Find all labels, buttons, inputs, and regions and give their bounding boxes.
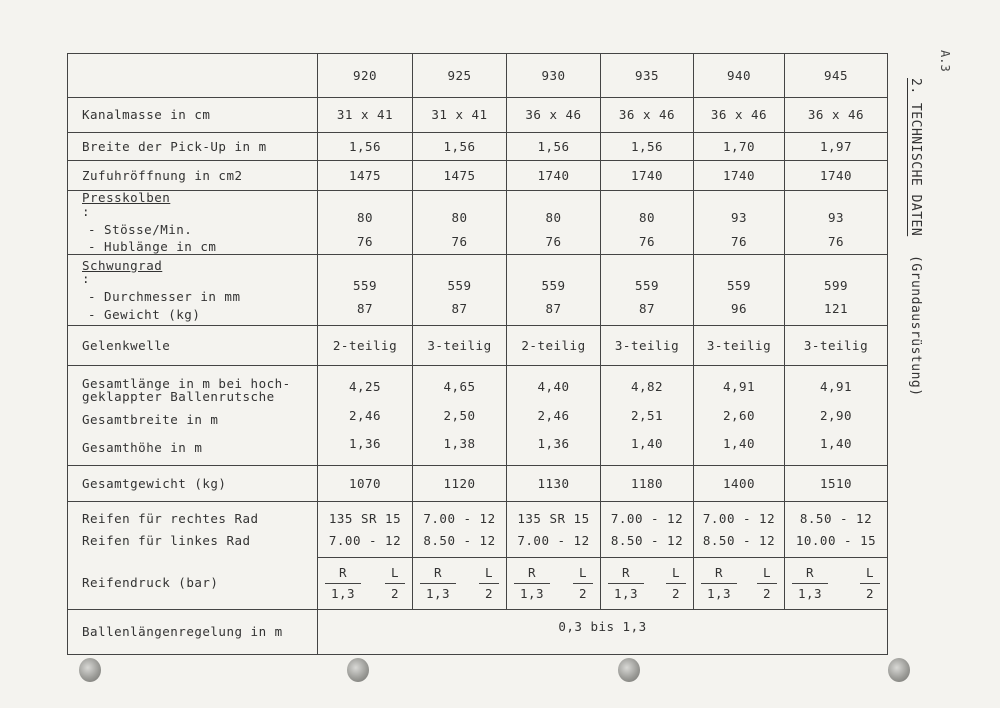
value-cell: 3-teilig	[694, 326, 785, 366]
pressure-cell: R 1,3 L 2	[318, 558, 413, 610]
table-row	[68, 366, 888, 466]
value-cell: 2-teilig	[507, 326, 601, 366]
sub-label: - Gewicht (kg)	[88, 306, 201, 322]
value-cell: 1,56	[318, 133, 413, 161]
value-cell: 4,25 2,46 1,36	[318, 366, 413, 466]
value-cell: 7.00 - 12 8.50 - 12	[601, 502, 694, 558]
row-label-group	[68, 191, 318, 255]
section-heading	[908, 78, 923, 396]
value-cell: 80 76	[318, 191, 413, 255]
value-cell: 1,70	[694, 133, 785, 161]
sub-label: Reifen für rechtes Rad	[82, 511, 259, 526]
value-cell: 1740	[785, 161, 888, 191]
punch-hole	[888, 658, 910, 682]
value-cell: 1180	[601, 466, 694, 502]
value-cell: 8.50 - 12 10.00 - 15	[785, 502, 888, 558]
section-subtitle: (Grundausrüstung)	[908, 254, 923, 397]
pressure-cell: R 1,3 L 2	[785, 558, 888, 610]
value-cell: 1475	[318, 161, 413, 191]
value-cell: 4,91 2,60 1,40	[694, 366, 785, 466]
value-cell: 36 x 46	[785, 98, 888, 133]
section-title: 2. TECHNISCHE DATEN	[908, 78, 923, 237]
model-header: 920	[318, 54, 413, 98]
row-label: Gelenkwelle	[68, 326, 318, 366]
value-cell: 135 SR 15 7.00 - 12	[318, 502, 413, 558]
value-cell: 559 87	[413, 255, 507, 326]
punch-hole	[347, 658, 369, 682]
value-cell: 4,91 2,90 1,40	[785, 366, 888, 466]
row-label: Kanalmasse in cm	[68, 98, 318, 133]
value-cell: 36 x 46	[694, 98, 785, 133]
value-cell: 1,56	[507, 133, 601, 161]
sub-label: - Stösse/Min.	[88, 221, 193, 237]
value-cell: 1400	[694, 466, 785, 502]
sub-label: Gesamthöhe in m	[82, 439, 203, 455]
sub-label: - Durchmesser in mm	[88, 289, 241, 304]
pressure-cell: R 1,3 L 2	[413, 558, 507, 610]
value-cell: 1120	[413, 466, 507, 502]
value-cell: 599 121	[785, 255, 888, 326]
value-cell: 93 76	[785, 191, 888, 255]
row-label: Zufuhröffnung in cm2	[68, 161, 318, 191]
value-cell: 31 x 41	[318, 98, 413, 133]
row-label-group	[68, 366, 318, 466]
value-cell: 80 76	[413, 191, 507, 255]
value-cell: 80 76	[507, 191, 601, 255]
table-row	[68, 191, 888, 255]
value-cell: 93 76	[694, 191, 785, 255]
pressure-cell: R 1,3 L 2	[601, 558, 694, 610]
value-cell: 3-teilig	[785, 326, 888, 366]
value-cell: 559 87	[507, 255, 601, 326]
value-cell: 4,82 2,51 1,40	[601, 366, 694, 466]
value-cell: 36 x 46	[507, 98, 601, 133]
group-heading: Schwungrad :	[82, 257, 163, 287]
row-label: Gesamtgewicht (kg)	[68, 466, 318, 502]
value-cell: 4,65 2,50 1,38	[413, 366, 507, 466]
sub-label: - Hublänge in cm	[88, 239, 217, 255]
model-header: 945	[785, 54, 888, 98]
sub-label: Gesamtbreite in m	[82, 412, 219, 427]
value-cell: 1130	[507, 466, 601, 502]
row-label: Reifendruck (bar)	[68, 558, 318, 610]
value-cell: 7.00 - 12 8.50 - 12	[413, 502, 507, 558]
table-row	[68, 326, 888, 366]
value-cell: 31 x 41	[413, 98, 507, 133]
value-cell: 7.00 - 12 8.50 - 12	[694, 502, 785, 558]
model-header-row	[68, 54, 888, 98]
table-row	[68, 133, 888, 161]
technical-data-table	[67, 53, 888, 655]
table-row	[68, 161, 888, 191]
model-header: 925	[413, 54, 507, 98]
value-cell: 3-teilig	[413, 326, 507, 366]
value-cell: 1,56	[601, 133, 694, 161]
value-cell: 1,97	[785, 133, 888, 161]
table-row	[68, 255, 888, 326]
pressure-cell: R 1,3 L 2	[507, 558, 601, 610]
punch-hole	[618, 658, 640, 682]
sub-label: Reifen für linkes Rad	[82, 532, 251, 548]
value-cell: 4,40 2,46 1,36	[507, 366, 601, 466]
value-cell: 1,56	[413, 133, 507, 161]
value-cell: 559 96	[694, 255, 785, 326]
value-cell: 1740	[694, 161, 785, 191]
page-number: A.3	[938, 50, 952, 72]
model-header: 930	[507, 54, 601, 98]
sub-label: geklappter Ballenrutsche	[82, 389, 275, 405]
value-cell: 1740	[507, 161, 601, 191]
model-header: 940	[694, 54, 785, 98]
punch-hole	[79, 658, 101, 682]
table-row	[68, 502, 888, 558]
row-label: Ballenlängenregelung in m	[68, 610, 318, 655]
row-label: Breite der Pick-Up in m	[68, 133, 318, 161]
table-row	[68, 466, 888, 502]
value-cell: 3-teilig	[601, 326, 694, 366]
value-cell: 2-teilig	[318, 326, 413, 366]
value-cell: 135 SR 15 7.00 - 12	[507, 502, 601, 558]
value-cell: 0,3 bis 1,3	[318, 610, 888, 655]
value-cell: 80 76	[601, 191, 694, 255]
value-cell: 1740	[601, 161, 694, 191]
value-cell: 559 87	[318, 255, 413, 326]
table-row	[68, 98, 888, 133]
table-row	[68, 558, 888, 610]
value-cell: 1510	[785, 466, 888, 502]
value-cell: 1475	[413, 161, 507, 191]
group-heading: Presskolben :	[82, 190, 171, 219]
table-row	[68, 610, 888, 655]
model-header: 935	[601, 54, 694, 98]
sub-label: Gesamtlänge in m bei hoch-	[82, 375, 291, 391]
value-cell: 1070	[318, 466, 413, 502]
row-label-group	[68, 502, 318, 558]
row-label-group	[68, 255, 318, 326]
pressure-cell: R 1,3 L 2	[694, 558, 785, 610]
header-empty-cell	[68, 54, 318, 98]
value-cell: 36 x 46	[601, 98, 694, 133]
value-cell: 559 87	[601, 255, 694, 326]
